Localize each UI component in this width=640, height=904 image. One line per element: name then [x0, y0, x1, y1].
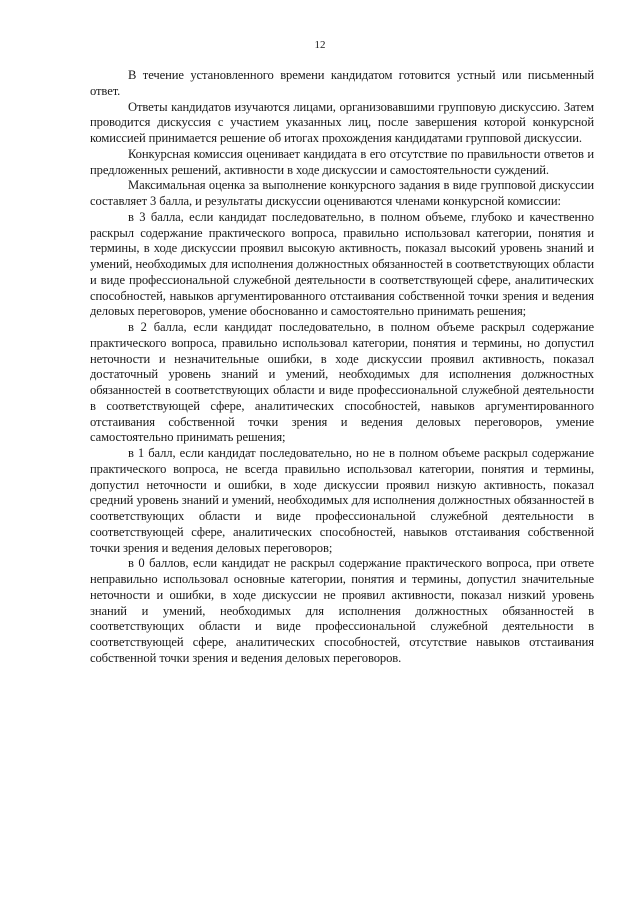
- paragraph-score-3: в 3 балла, если кандидат последовательно, в полном объеме, глубоко и качественно раскрыл содержание практического вопроса, правильно использовал категории, понятия и термины, в ходе дискуссии проявил высокую активность, показал высокий уровень знаний и умений, необходимых для исполнения должностных обязанностей в соответствующих области и виде профессиональной служебной деятельности в соответствующей сфере, аналитических способностей, навыков аргументированного отстаивания собственной точки зрения и ведения деловых переговоров, умение обоснованно и самостоятельно принимать решения;: [90, 209, 594, 319]
- paragraph-evaluation-criteria: Конкурсная комиссия оценивает кандидата в его отсутствие по правильности ответов и предложенных решений, активности в ходе дискуссии и самостоятельности суждений.: [90, 146, 594, 177]
- document-body: [90, 68, 594, 667]
- paragraph-maximum-score: Максимальная оценка за выполнение конкурсного задания в виде групповой дискуссии составляет 3 балла, и результаты дискуссии оцениваются членами конкурсной комиссии:: [90, 178, 594, 208]
- paragraph-answer-preparation: В течение установленного времени кандидатом готовится устный или письменный ответ.: [90, 68, 594, 98]
- page-number: 12: [314, 39, 326, 51]
- paragraph-discussion-procedure: Ответы кандидатов изучаются лицами, организовавшими групповую дискуссию. Затем проводится дискуссия с участием указанных лиц, после завершения которой конкурсной комиссией принимается решение об итогах прохождения кандидатами групповой дискуссии.: [90, 99, 594, 145]
- paragraph-score-2: в 2 балла, если кандидат последовательно, в полном объеме раскрыл содержание практического вопроса, правильно использовал категории, понятия и термины, но допустил неточности и незначительные ошибки, в ходе дискуссии проявил активность, показал достаточный уровень знаний и умений, необходимых для исполнения должностных обязанностей в соответствующих области и виде профессиональной служебной деятельности в соответствующей сфере, аналитических способностей, навыков аргументированного отстаивания собственной точки зрения и ведения деловых переговоров, умение самостоятельно принимать решения;: [90, 320, 594, 445]
- paragraph-score-1: в 1 балл, если кандидат последовательно, но не в полном объеме раскрыл содержание практического вопроса, не всегда правильно использовал категории, понятия и термины, допустил неточности и ошибки, в ходе дискуссии проявил низкую активность, показал средний уровень знаний и умений, необходимых для исполнения должностных обязанностей в соответствующих области и виде профессиональной служебной деятельности в соответствующей сфере, аналитических способностей, навыков отстаивания собственной точки зрения и ведения деловых переговоров;: [90, 446, 594, 555]
- paragraph-score-0: в 0 баллов, если кандидат не раскрыл содержание практического вопроса, при ответе неправильно использовал основные категории, понятия и термины, допустил значительные неточности и ошибки, в ходе дискуссии не проявил активности, показал низкий уровень знаний и умений, необходимых для исполнения должностных обязанностей в соответствующих области и виде профессиональной служебной деятельности в соответствующей сфере, аналитических способностей, отсутствие навыков отстаивания собственной точки зрения и ведения деловых переговоров.: [90, 556, 594, 665]
